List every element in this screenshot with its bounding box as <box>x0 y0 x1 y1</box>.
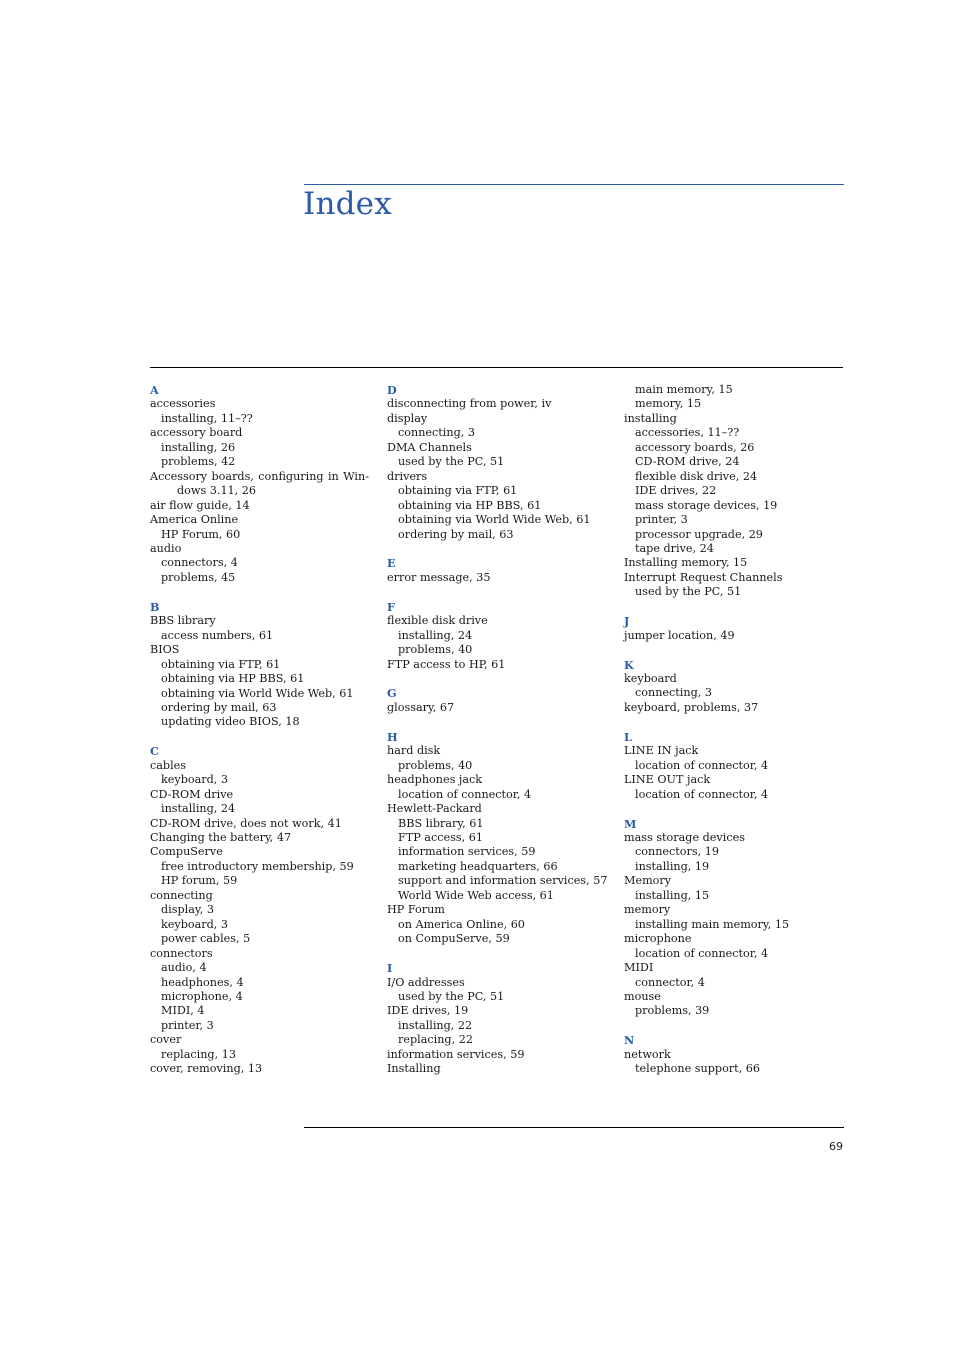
index-entry: flexible disk drive <box>387 614 488 628</box>
index-entry: Installing <box>387 1062 441 1076</box>
index-entry: Installing memory, 15 <box>624 556 748 570</box>
index-subentry: main memory, 15 <box>635 383 733 396</box>
index-entry: accessories <box>150 397 216 411</box>
index-entry: Hewlett-Packard <box>387 802 482 816</box>
index-letter-heading: A <box>150 383 159 397</box>
index-letter-heading: K <box>624 657 634 672</box>
section-spacer <box>387 542 611 556</box>
index-entry: Changing the battery, 47 <box>150 831 292 845</box>
index-entry: keyboard <box>624 672 677 686</box>
index-subentry: telephone support, 66 <box>635 1062 760 1076</box>
index-subentry: updating video BIOS, 18 <box>161 715 300 729</box>
index-entry: Accessory boards, configuring in Win- <box>150 469 369 483</box>
index-entry: error message, 35 <box>387 570 491 584</box>
index-entry: I/O addresses <box>387 975 465 989</box>
index-subentry: headphones, 4 <box>161 975 244 989</box>
index-subentry: connectors, 19 <box>635 845 719 859</box>
index-subentry: microphone, 4 <box>161 990 243 1003</box>
index-subentry: ordering by mail, 63 <box>398 527 514 541</box>
index-subentry: installing, 22 <box>398 1018 473 1032</box>
index-entry: CD-ROM drive, does not work, 41 <box>150 816 342 830</box>
index-entry: connecting <box>150 888 213 902</box>
index-subentry: problems, 45 <box>161 570 236 584</box>
index-subentry: MIDI, 4 <box>161 1004 205 1018</box>
index-subentry: memory, 15 <box>635 397 702 411</box>
index-entry: LINE IN jack <box>624 744 699 758</box>
index-subentry: installing, 24 <box>398 628 473 642</box>
index-letter-heading: E <box>387 556 396 571</box>
section-spacer <box>150 730 369 744</box>
index-subentry: obtaining via World Wide Web, 61 <box>398 513 591 527</box>
index-entry: network <box>624 1047 671 1061</box>
index-subentry: BBS library, 61 <box>398 816 484 830</box>
section-spacer <box>387 672 611 686</box>
index-entry: Memory <box>624 874 672 888</box>
index-subentry: obtaining via HP BBS, 61 <box>161 672 305 686</box>
index-subentry: problems, 40 <box>398 758 473 772</box>
index-subentry: CD-ROM drive, 24 <box>635 455 740 469</box>
index-subentry: power cables, 5 <box>161 932 251 946</box>
index-subentry: installing main memory, 15 <box>635 917 790 931</box>
index-entry: CompuServe <box>150 845 223 859</box>
index-entry: information services, 59 <box>387 1047 525 1061</box>
index-entry-continuation: dows 3.11, 26 <box>177 484 257 498</box>
index-subentry: access numbers, 61 <box>161 628 274 642</box>
index-subentry: location of connector, 4 <box>398 787 532 801</box>
index-subentry: ordering by mail, 63 <box>161 700 277 714</box>
index-entry: America Online <box>150 513 239 527</box>
index-letter-heading: J <box>624 614 630 629</box>
index-entry: cover <box>150 1033 182 1047</box>
section-spacer <box>624 600 844 614</box>
index-entry: jumper location, 49 <box>624 628 735 642</box>
title-rule <box>304 184 844 185</box>
section-spacer <box>624 643 844 657</box>
index-entry: air flow guide, 14 <box>150 498 250 512</box>
section-spacer <box>624 1019 844 1033</box>
index-subentry: obtaining via FTP, 61 <box>398 484 518 498</box>
index-subentry: IDE drives, 22 <box>635 484 717 498</box>
index-entry: memory <box>624 903 671 917</box>
index-entry: audio <box>150 541 182 555</box>
index-subentry: accessories, 11–?? <box>635 426 740 440</box>
index-entry: MIDI <box>624 961 654 975</box>
section-spacer <box>387 715 611 729</box>
index-subentry: HP Forum, 60 <box>161 527 241 541</box>
index-subentry: HP forum, 59 <box>161 874 238 888</box>
index-subentry: audio, 4 <box>161 961 207 975</box>
index-subentry: replacing, 22 <box>398 1033 473 1047</box>
index-entry: DMA Channels <box>387 440 472 454</box>
index-subentry: marketing headquarters, 66 <box>398 859 558 873</box>
index-subentry: installing, 26 <box>161 440 236 454</box>
index-subentry: support and information services, 57 <box>398 874 608 888</box>
index-subentry: obtaining via FTP, 61 <box>161 657 281 671</box>
index-subentry: World Wide Web access, 61 <box>398 888 554 902</box>
index-letter-heading: F <box>387 599 395 614</box>
index-entry: BBS library <box>150 614 216 628</box>
index-letter-heading: C <box>150 744 159 759</box>
index-column-2 <box>387 383 611 1077</box>
index-entry: display <box>387 411 428 425</box>
index-entry: Interrupt Request Channels <box>624 570 783 584</box>
section-spacer <box>624 802 844 816</box>
index-subentry: free introductory membership, 59 <box>161 859 354 873</box>
index-letter-heading: H <box>387 729 398 744</box>
section-spacer <box>624 715 844 729</box>
index-subentry: connecting, 3 <box>398 426 475 440</box>
index-subentry: location of connector, 4 <box>635 758 769 772</box>
index-subentry: problems, 39 <box>635 1004 710 1018</box>
index-letter-heading: L <box>624 729 632 744</box>
index-entry: headphones jack <box>387 773 483 787</box>
index-column-3 <box>624 383 844 1077</box>
index-subentry: on America Online, 60 <box>398 917 525 931</box>
index-subentry: FTP access, 61 <box>398 830 483 844</box>
index-subentry: printer, 3 <box>635 513 688 527</box>
index-entry: FTP access to HP, 61 <box>387 657 506 671</box>
index-entry: drivers <box>387 469 428 483</box>
index-subentry: mass storage devices, 19 <box>635 498 778 512</box>
index-subentry: connector, 4 <box>635 975 705 989</box>
index-subentry: location of connector, 4 <box>635 946 769 960</box>
index-subentry: processor upgrade, 29 <box>635 527 763 541</box>
index-subentry: installing, 11–?? <box>161 411 253 425</box>
index-entry: accessory board <box>150 426 243 440</box>
index-subentry: location of connector, 4 <box>635 787 769 801</box>
index-subentry: accessory boards, 26 <box>635 440 755 454</box>
index-entry: BIOS <box>150 643 180 657</box>
index-letter-heading: G <box>387 686 397 701</box>
index-subentry: keyboard, 3 <box>161 773 229 787</box>
index-entry: disconnecting from power, iv <box>387 397 552 411</box>
section-spacer <box>387 585 611 599</box>
index-entry: glossary, 67 <box>387 700 455 714</box>
index-letter-heading: B <box>150 599 160 614</box>
index-entry: mass storage devices <box>624 830 745 844</box>
index-entry: cables <box>150 758 187 772</box>
index-entry: LINE OUT jack <box>624 773 711 787</box>
index-subentry: information services, 59 <box>398 845 536 859</box>
index-subentry: used by the PC, 51 <box>398 989 505 1003</box>
index-subentry: flexible disk drive, 24 <box>635 469 758 483</box>
index-subentry: installing, 24 <box>161 802 236 816</box>
index-subentry: installing, 19 <box>635 859 710 873</box>
page-number: 69 <box>829 1140 843 1153</box>
index-subentry: obtaining via HP BBS, 61 <box>398 498 542 512</box>
index-subentry: display, 3 <box>161 903 214 917</box>
index-column-1 <box>150 383 369 1077</box>
index-subentry: installing, 15 <box>635 888 710 902</box>
section-spacer <box>387 947 611 961</box>
index-subentry: on CompuServe, 59 <box>398 932 510 946</box>
index-entry: mouse <box>624 989 661 1003</box>
index-letter-heading: N <box>624 1033 635 1048</box>
index-subentry: keyboard, 3 <box>161 917 229 931</box>
index-entry: cover, removing, 13 <box>150 1062 263 1076</box>
index-subentry: used by the PC, 51 <box>635 585 742 599</box>
page-title: Index <box>303 186 392 222</box>
index-subentry: connecting, 3 <box>635 686 712 700</box>
index-letter-heading: I <box>387 961 393 976</box>
index-top-rule <box>150 367 843 368</box>
index-subentry: connectors, 4 <box>161 556 238 570</box>
index-letter-heading: D <box>387 383 397 397</box>
index-entry: keyboard, problems, 37 <box>624 700 759 714</box>
index-subentry: used by the PC, 51 <box>398 455 505 469</box>
index-entry: microphone <box>624 932 692 946</box>
index-entry: HP Forum <box>387 903 445 917</box>
index-subentry: problems, 42 <box>161 455 236 469</box>
index-subentry: obtaining via World Wide Web, 61 <box>161 686 354 700</box>
section-spacer <box>150 585 369 599</box>
index-subentry: problems, 40 <box>398 643 473 657</box>
index-subentry: tape drive, 24 <box>635 541 714 555</box>
index-entry: installing <box>624 411 677 425</box>
footer-rule <box>304 1127 844 1128</box>
index-entry: connectors <box>150 946 213 960</box>
index-subentry: printer, 3 <box>161 1018 214 1032</box>
index-entry: CD-ROM drive <box>150 787 234 801</box>
index-entry: hard disk <box>387 744 441 758</box>
index-letter-heading: M <box>624 816 637 831</box>
index-subentry: replacing, 13 <box>161 1047 236 1061</box>
index-entry: IDE drives, 19 <box>387 1004 469 1018</box>
